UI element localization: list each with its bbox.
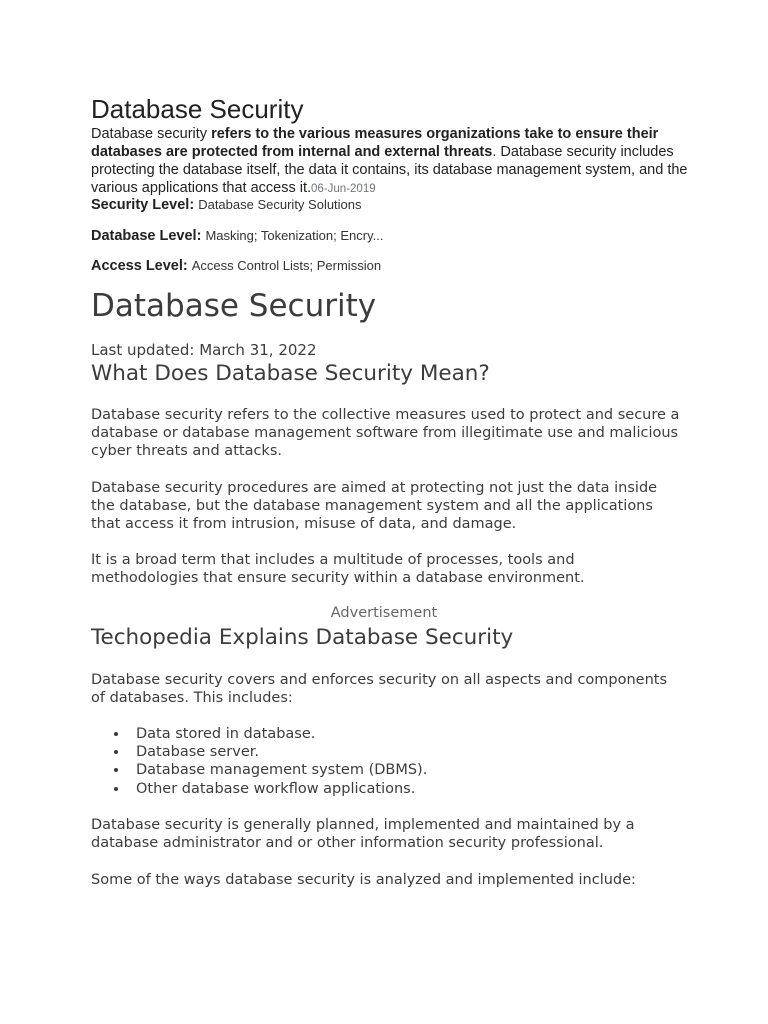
bullet-icon [114,787,118,791]
paragraph-broad-term: It is a broad term that includes a multitude of processes, tools and methodologies that ensure security within a database environment. [91,552,585,587]
list-item [136,761,427,779]
bullet-icon [114,768,118,772]
snippet-paragraph [91,125,691,198]
attribute-key: Access Level: [91,258,188,274]
paragraph-definition: Database security refers to the collective measures used to protect and secure a database or database management software from illegitimate use and malicious cyber threats and attacks. [91,407,680,460]
list-item-text: Database server. [136,744,259,761]
last-updated: Last updated: March 31, 2022 [91,341,317,359]
attribute-key: Security Level: [91,197,195,213]
attribute-security-level [91,196,362,214]
snippet-bold-definition: refers to the various measures organizations take to ensure their databases are protected from internal and external threats [91,126,659,160]
attribute-key: Database Level: [91,228,202,244]
section-heading-explains: Techopedia Explains Database Security [91,625,514,650]
paragraph-planned: Database security is generally planned, implemented and maintained by a database administrator and or other information security professional. [91,817,635,852]
snippet-title: Database Security [91,94,304,124]
list-item-text: Data stored in database. [136,726,316,742]
snippet-lead: Database security [91,126,212,142]
bullet-icon [114,750,118,754]
paragraph-ways: Some of the ways database security is analyzed and implemented include: [91,872,636,888]
snippet-date: 06-Jun-2019 [311,183,376,195]
paragraph-covers: Database security covers and enforces security on all aspects and components of databases. This includes: [91,672,668,707]
list-item-text: Database management system (DBMS). [136,762,428,779]
attribute-value: Database Security Solutions [198,197,362,212]
article-title: Database Security [91,288,377,324]
attribute-value: Masking; Tokenization; Encry... [205,228,384,243]
advertisement-label: Advertisement [330,605,438,621]
attribute-value: Access Control Lists; Permission [191,258,382,273]
components-list [91,725,427,798]
list-item [136,743,427,761]
paragraph-procedures: Database security procedures are aimed at protecting not just the data inside the database, but the database management system and all the applications that access it from intrusion, misuse of data, and damage. [91,480,658,533]
snippet-rest: . Database security includes protecting the database itself, the data it contains, its database management system, and the various applications that access it. [91,144,688,196]
bullet-icon [114,732,118,736]
attribute-access-level [91,257,381,275]
list-item [136,725,427,743]
list-item [136,780,427,798]
attribute-database-level [91,227,383,245]
list-item-text: Other database workflow applications. [136,780,416,797]
section-heading-meaning: What Does Database Security Mean? [91,361,490,386]
